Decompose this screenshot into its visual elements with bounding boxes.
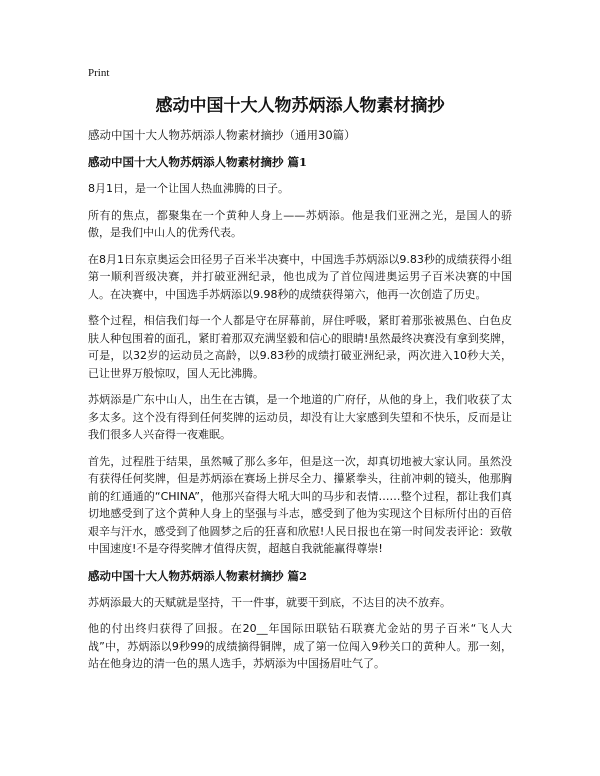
paragraph: 8月1日，是一个让国人热血沸腾的日子。	[88, 182, 289, 195]
section-heading: 感动中国十大人物苏炳添人物素材摘抄 篇1	[88, 155, 308, 169]
print-label: Print	[88, 67, 110, 79]
paragraph: 在8月1日东京奥运会田径男子百米半决赛中，中国选手苏炳添以9.83秒的成绩获得小组第一顺利晋级决赛，并打破亚洲纪录，他也成为了首位闯进奥运男子百米决赛的中国人。在决赛中，中国选手苏炳添以9.98秒的成绩获得第六，他再一次创造了历史。	[88, 252, 512, 301]
document-title: 感动中国十大人物苏炳添人物素材摘抄	[155, 96, 445, 116]
section-1	[88, 153, 512, 558]
paragraph: 苏炳添最大的天赋就是坚持，干一件事，就要干到底，不达目的决不放弃。	[88, 595, 451, 609]
section-2	[88, 567, 512, 673]
paragraph: 他的付出终归获得了回报。在20__年国际田联钻石联赛尤金站的男子百米“飞人大战”中，苏炳添以9秒99的成绩摘得铜牌，成了第一位闯入9秒关口的黄种人。那一刻，站在他身边的清一色的黑人选手，苏炳添为中国扬眉吐气了。	[88, 622, 512, 670]
paragraph: 整个过程，相信我们每一个人都是守在屏幕前，屏住呼吸，紧盯着那张被黑色、白色皮肤人种包围着的面孔，紧盯着那双充满坚毅和信心的眼睛!虽然最终决赛没有拿到奖牌，可是，以32岁的运动员之高龄，以9.83秒的成绩打破亚洲纪录，两次进入10秒大关，已让世界万般惊叹，国人无比沸腾。	[88, 314, 512, 380]
paragraph: 所有的焦点，都聚集在一个黄种人身上——苏炳添。他是我们亚洲之光，是国人的骄傲，是我们中山人的优秀代表。	[88, 208, 512, 239]
paragraph: 首先，过程胜于结果，虽然喊了那么多年，但是这一次，却真切地被大家认同。虽然没有获得任何奖牌，但是苏炳添在赛场上拼尽全力、攥紧拳头，往前冲刺的镜头，他那胸前的红通通的“CHINA”，他那兴奋得大吼大叫的马步和表情……整个过程，都让我们真切地感受到了这个黄种人身上的坚强与斗志，感受到了他为实现这个目标所付出的百倍艰辛与汗水，感受到了他圆梦之后的狂喜和欣慰!人民日报也在第一时间发表评论：致敬中国速度!不是夺得奖牌才值得庆贺，超越自我就能赢得尊崇!	[88, 454, 512, 555]
section-heading: 感动中国十大人物苏炳添人物素材摘抄 篇2	[88, 568, 308, 583]
document-subtitle: 感动中国十大人物苏炳添人物素材摘抄（通用30篇）	[88, 128, 356, 142]
paragraph: 苏炳添是广东中山人，出生在古镇，是一个地道的广府仔，从他的身上，我们收获了太多太多。这个没有得到任何奖牌的运动员，却没有让大家感到失望和不快乐，反而是让我们很多人兴奋得一夜难眠。	[88, 393, 512, 441]
